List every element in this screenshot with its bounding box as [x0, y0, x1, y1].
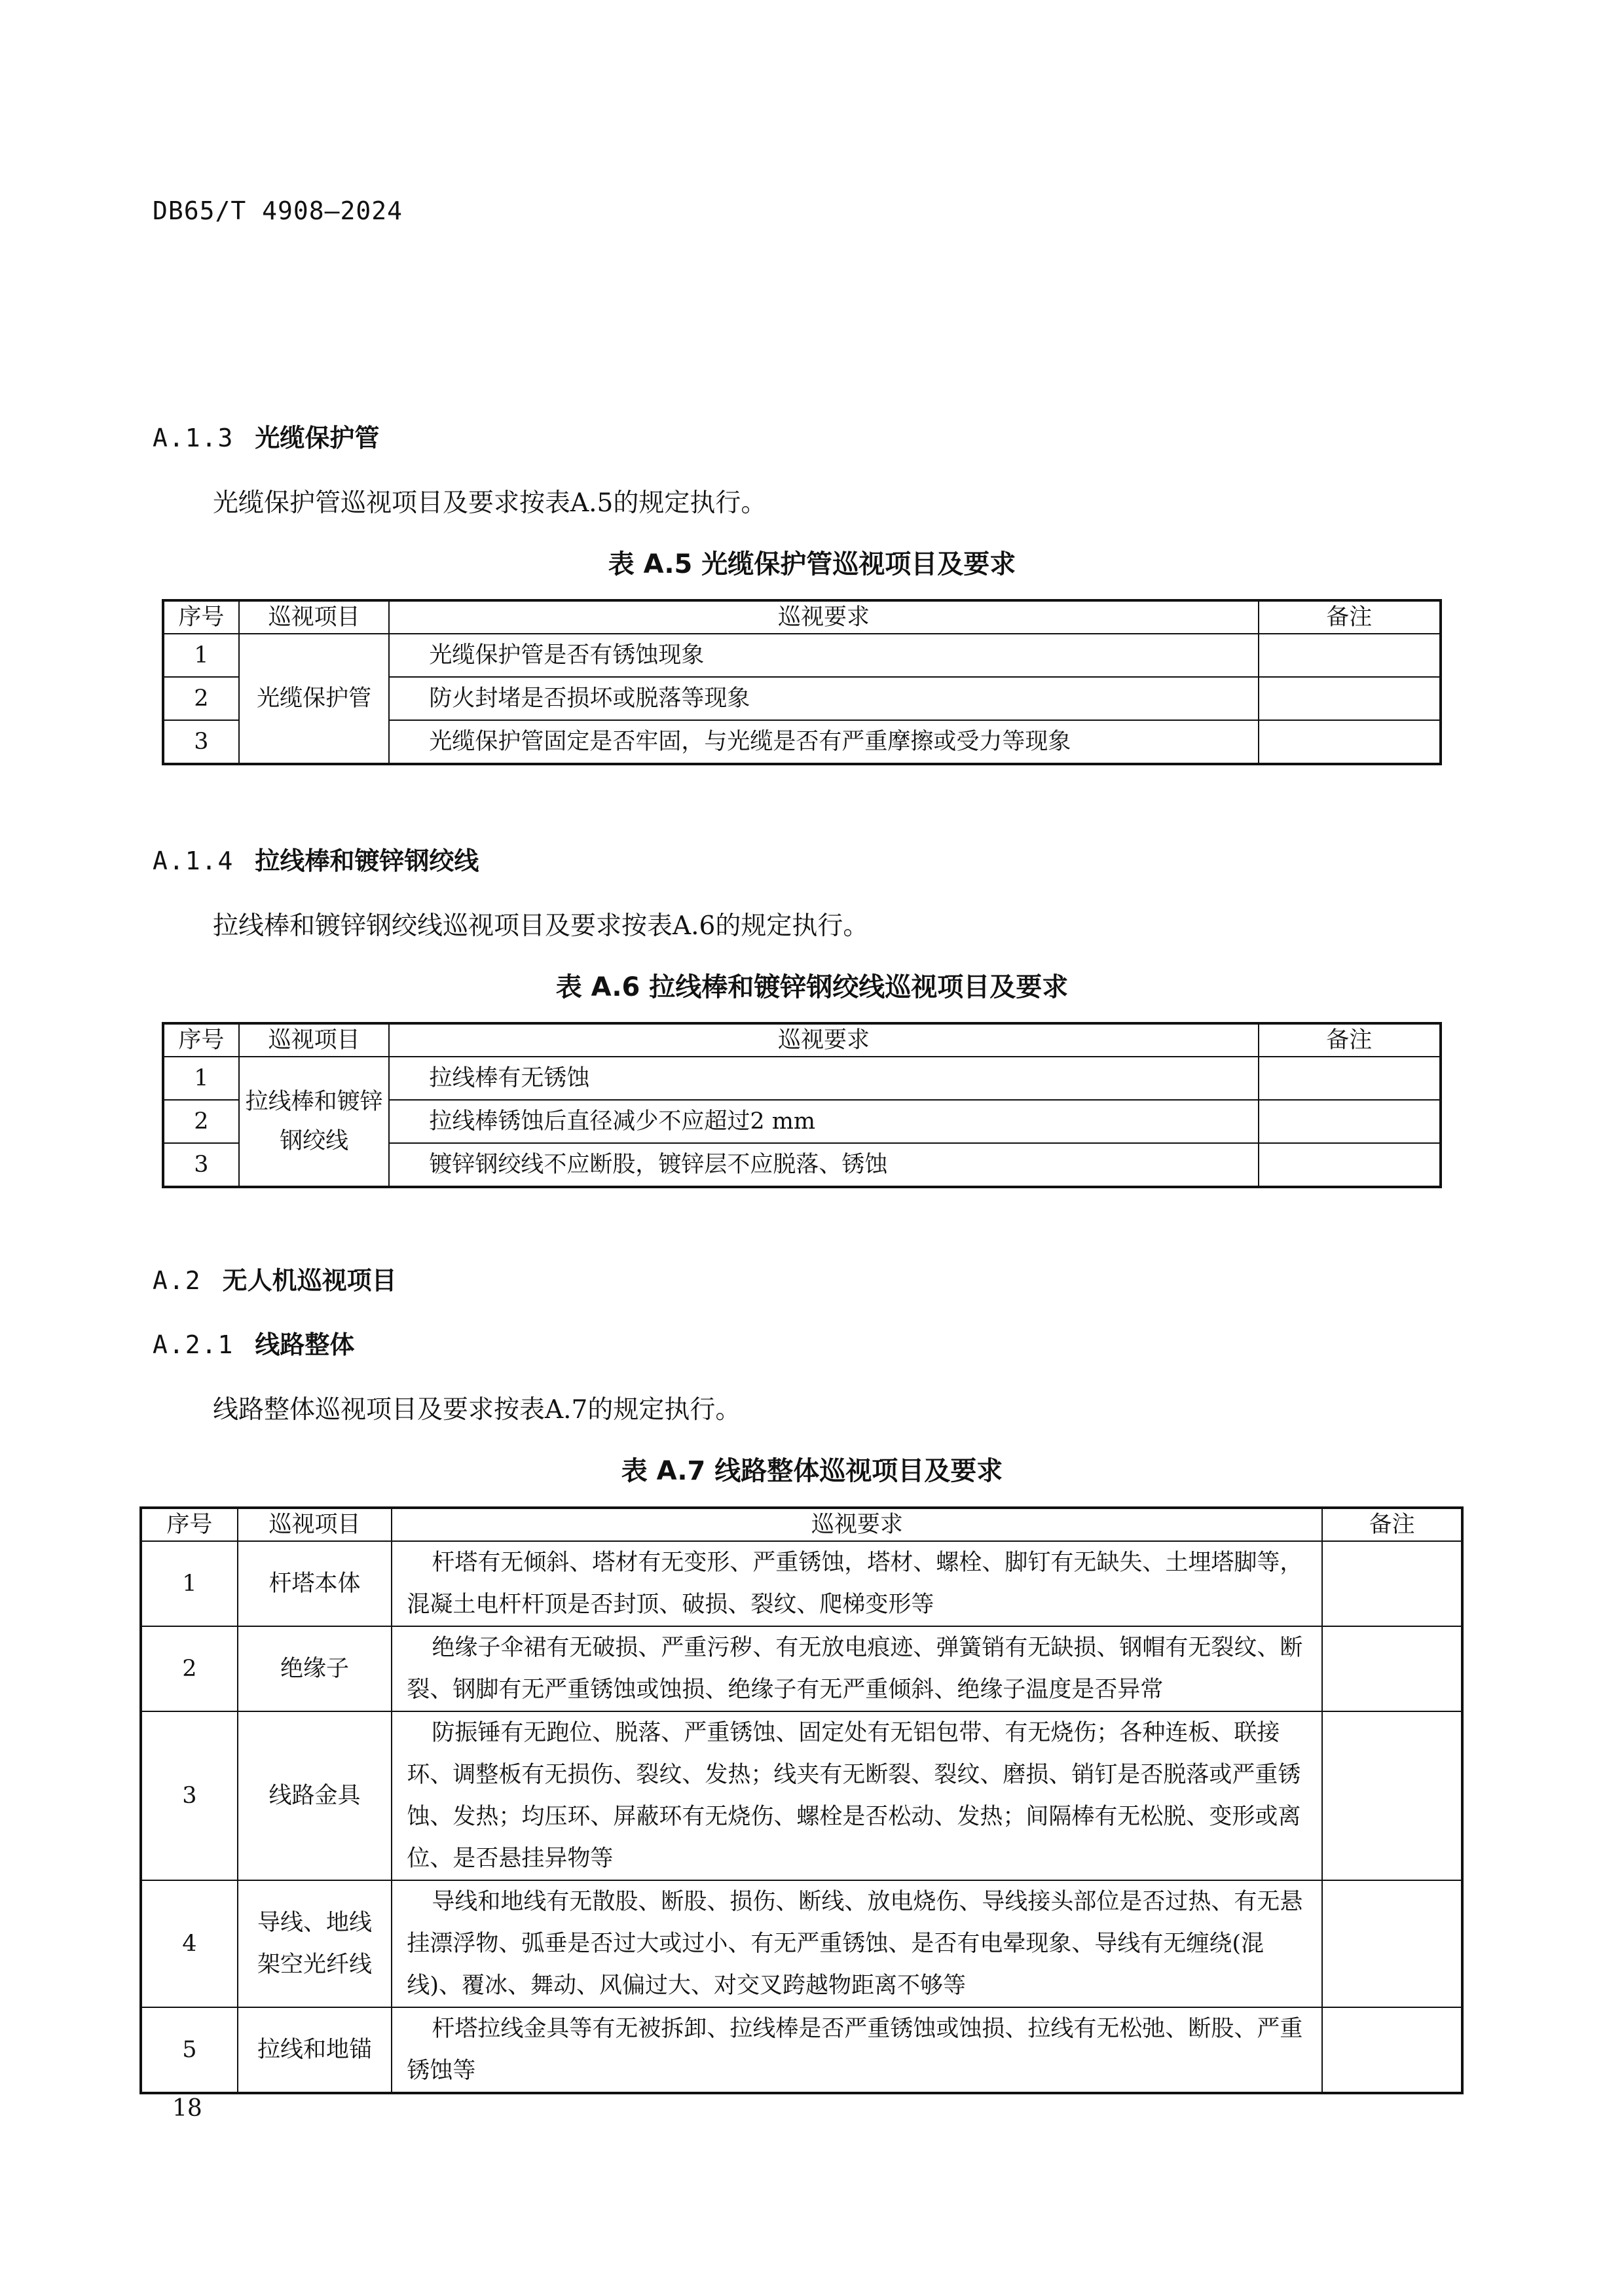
- header-item: 巡视项目: [238, 1508, 392, 1541]
- header-note: 备注: [1322, 1508, 1462, 1541]
- row-item: 光缆保护管: [239, 634, 390, 764]
- table-row: [163, 634, 1441, 677]
- header-requirement: 巡视要求: [389, 600, 1258, 634]
- row-note: [1259, 677, 1441, 720]
- paragraph-a21: 线路整体巡视项目及要求按表A.7的规定执行。: [213, 1395, 741, 1425]
- row-note: [1322, 1626, 1462, 1711]
- row-no: 3: [141, 1711, 238, 1880]
- row-note: [1259, 634, 1441, 677]
- row-note: [1322, 1711, 1462, 1880]
- paragraph-a14: 拉线棒和镀锌钢绞线巡视项目及要求按表A.6的规定执行。: [213, 911, 869, 941]
- row-item-line: 钢绞线: [280, 1128, 349, 1154]
- section-heading-a13: [153, 418, 379, 454]
- row-no: 3: [163, 720, 239, 764]
- table-row: [141, 1626, 1462, 1711]
- table-caption-a5: 表 A.5 光缆保护管巡视项目及要求: [608, 549, 1016, 579]
- row-item-line: 拉线棒和镀锌: [245, 1089, 383, 1115]
- row-note: [1259, 1100, 1441, 1143]
- table-header-row: [141, 1508, 1462, 1541]
- row-note: [1259, 1057, 1441, 1100]
- row-requirement: 光缆保护管是否有锈蚀现象: [389, 634, 1258, 677]
- table-caption-a7: 表 A.7 线路整体巡视项目及要求: [621, 1456, 1003, 1486]
- row-note: [1322, 1880, 1462, 2007]
- table-a7: [139, 1506, 1464, 2094]
- row-no: 2: [163, 1100, 239, 1143]
- row-requirement: 镀锌钢绞线不应断股，镀锌层不应脱落、锈蚀: [389, 1143, 1258, 1187]
- section-number: A.2: [153, 1266, 202, 1295]
- section-title: 无人机巡视项目: [222, 1266, 397, 1295]
- row-no: 1: [163, 634, 239, 677]
- row-no: 4: [141, 1880, 238, 2007]
- row-requirement: 拉线棒锈蚀后直径减少不应超过2 mm: [389, 1100, 1258, 1143]
- paragraph-a13: 光缆保护管巡视项目及要求按表A.5的规定执行。: [213, 488, 767, 518]
- row-no: 5: [141, 2007, 238, 2093]
- section-heading-a14: [153, 841, 479, 877]
- row-no: 2: [141, 1626, 238, 1711]
- table-row: [141, 1880, 1462, 2007]
- page-number: 18: [172, 2095, 202, 2122]
- row-no: 1: [163, 1057, 239, 1100]
- section-number: A.2.1: [153, 1330, 234, 1359]
- row-requirement: 拉线棒有无锈蚀: [389, 1057, 1258, 1100]
- table-row: [141, 1711, 1462, 1880]
- row-item: 绝缘子: [238, 1626, 392, 1711]
- row-item: 线路金具: [238, 1711, 392, 1880]
- table-caption-a6: 表 A.6 拉线棒和镀锌钢绞线巡视项目及要求: [555, 972, 1069, 1002]
- section-title: 光缆保护管: [255, 424, 380, 452]
- table-row: [141, 1541, 1462, 1626]
- row-requirement: 防火封堵是否损坏或脱落等现象: [389, 677, 1258, 720]
- document-code: DB65/T 4908—2024: [153, 196, 403, 225]
- table-header-row: [163, 600, 1441, 634]
- section-number: A.1.3: [153, 424, 234, 452]
- row-requirement: 绝缘子伞裙有无破损、严重污秽、有无放电痕迹、弹簧销有无缺损、钢帽有无裂纹、断裂、钢脚有无严重锈蚀或蚀损、绝缘子有无严重倾斜、绝缘子温度是否异常: [392, 1626, 1322, 1711]
- section-heading-a2: [153, 1260, 397, 1296]
- section-heading-a21: [153, 1324, 354, 1360]
- row-requirement: 防振锤有无跑位、脱落、严重锈蚀、固定处有无铝包带、有无烧伤；各种连板、联接环、调整板有无损伤、裂纹、发热；线夹有无断裂、裂纹、磨损、销钉是否脱落或严重锈蚀、发热；均压环、屏蔽环有无烧伤、螺栓是否松动、发热；间隔棒有无松脱、变形或离位、是否悬挂异物等: [392, 1711, 1322, 1880]
- row-note: [1259, 720, 1441, 764]
- section-title: 线路整体: [255, 1330, 355, 1359]
- header-requirement: 巡视要求: [389, 1023, 1258, 1057]
- row-item-line: 架空光纤线: [257, 1952, 373, 1978]
- header-note: 备注: [1259, 600, 1441, 634]
- table-row: [163, 1057, 1441, 1100]
- row-item: [238, 1880, 392, 2007]
- row-no: 1: [141, 1541, 238, 1626]
- row-note: [1322, 1541, 1462, 1626]
- row-item: [239, 1057, 390, 1187]
- header-item: 巡视项目: [239, 600, 390, 634]
- row-requirement: 杆塔拉线金具等有无被拆卸、拉线棒是否严重锈蚀或蚀损、拉线有无松弛、断股、严重锈蚀等: [392, 2007, 1322, 2093]
- header-item: 巡视项目: [239, 1023, 390, 1057]
- table-a6: [162, 1022, 1442, 1188]
- header-no: 序号: [141, 1508, 238, 1541]
- row-requirement: 导线和地线有无散股、断股、损伤、断线、放电烧伤、导线接头部位是否过热、有无悬挂漂浮物、弧垂是否过大或过小、有无严重锈蚀、是否有电晕现象、导线有无缠绕(混线)、覆冰、舞动、风偏过大、对交叉跨越物距离不够等: [392, 1880, 1322, 2007]
- table-a5: [162, 599, 1442, 765]
- row-no: 2: [163, 677, 239, 720]
- section-title: 拉线棒和镀锌钢绞线: [255, 847, 479, 875]
- table-header-row: [163, 1023, 1441, 1057]
- header-no: 序号: [163, 1023, 239, 1057]
- row-note: [1259, 1143, 1441, 1187]
- header-requirement: 巡视要求: [392, 1508, 1322, 1541]
- row-item-line: 导线、地线: [257, 1910, 373, 1936]
- row-requirement: 光缆保护管固定是否牢固，与光缆是否有严重摩擦或受力等现象: [389, 720, 1258, 764]
- table-row: [141, 2007, 1462, 2093]
- row-item: 杆塔本体: [238, 1541, 392, 1626]
- row-no: 3: [163, 1143, 239, 1187]
- header-no: 序号: [163, 600, 239, 634]
- row-note: [1322, 2007, 1462, 2093]
- row-item: 拉线和地锚: [238, 2007, 392, 2093]
- row-requirement: 杆塔有无倾斜、塔材有无变形、严重锈蚀，塔材、螺栓、脚钉有无缺失、土埋塔脚等，混凝土电杆杆顶是否封顶、破损、裂纹、爬梯变形等: [392, 1541, 1322, 1626]
- section-number: A.1.4: [153, 847, 234, 875]
- header-note: 备注: [1259, 1023, 1441, 1057]
